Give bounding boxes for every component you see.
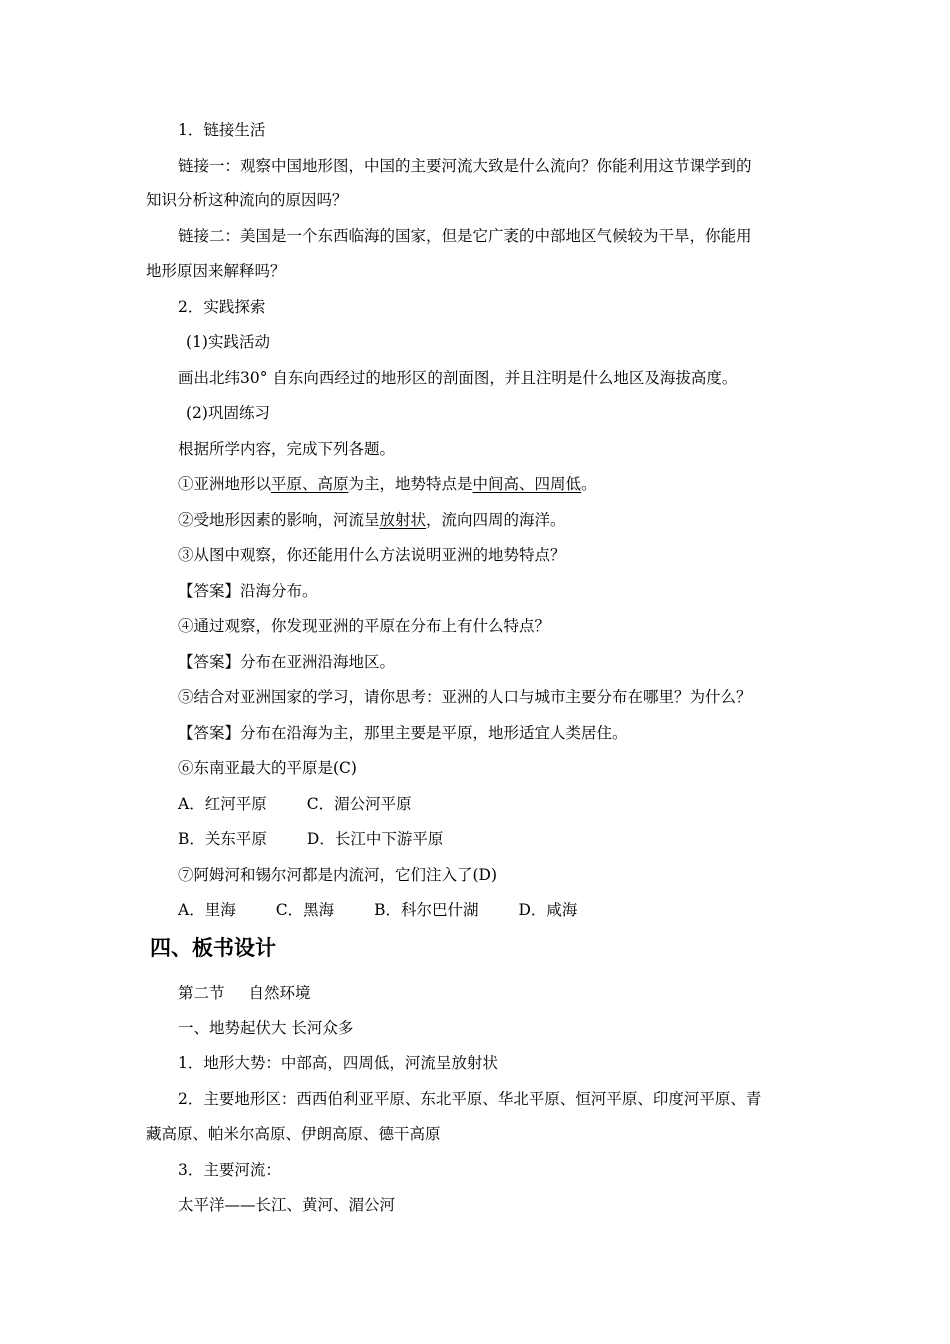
- option-a: A．红河平原: [178, 795, 267, 813]
- question-7: ⑦阿姆河和锡尔河都是内流河，它们注入了(D): [178, 866, 498, 884]
- board-section-title: [178, 982, 311, 1004]
- board-item-3: 3．主要河流：: [178, 1161, 281, 1179]
- question-1: [178, 473, 597, 495]
- link-one-line2: 知识分析这种流向的原因吗？: [146, 191, 348, 209]
- question-1-answer1: 平原、高原: [271, 475, 349, 493]
- practice-intro: 根据所学内容，完成下列各题。: [178, 440, 396, 458]
- question-1-answer2: 中间高、四周低: [472, 475, 582, 493]
- activity-text: 画出北纬30° 自东向西经过的地形区的剖面图，并且注明是什么地区及海拔高度。: [178, 369, 738, 387]
- answer-4: 【答案】分布在亚洲沿海地区。: [178, 653, 396, 671]
- option-d: D．长江中下游平原: [306, 830, 444, 848]
- question-6-options-row1: [178, 793, 412, 815]
- question-6: ⑥东南亚最大的平原是(C): [178, 759, 357, 777]
- option-c: C．湄公河平原: [306, 795, 412, 813]
- board-item-1: 1．地形大势：中部高，四周低，河流呈放射状: [178, 1054, 498, 1072]
- option-d: D．咸海: [518, 901, 578, 919]
- link-one-line1: 链接一：观察中国地形图，中国的主要河流大致是什么流向？你能利用这节课学到的: [178, 157, 752, 175]
- question-4: ④通过观察，你发现亚洲的平原在分布上有什么特点？: [178, 617, 551, 635]
- board-section-name: 自然环境: [248, 984, 311, 1002]
- link-two-line2: 地形原因来解释吗？: [146, 262, 286, 280]
- question-6-options-row2: [178, 828, 443, 850]
- practice-title: (2)巩固练习: [186, 404, 270, 422]
- question-2-part1: ②受地形因素的影响，河流呈: [178, 511, 380, 529]
- question-1-part1: ①亚洲地形以: [178, 475, 272, 493]
- activity-title: (1)实践活动: [186, 333, 270, 351]
- question-1-part2: 为主，地势特点是: [348, 475, 473, 493]
- option-b: B．科尔巴什湖: [374, 901, 479, 919]
- board-item-3-detail: 太平洋——长江、黄河、湄公河: [178, 1196, 396, 1214]
- link-two-line1: 链接二：美国是一个东西临海的国家，但是它广袤的中部地区气候较为干旱，你能用: [178, 227, 752, 245]
- question-5: ⑤结合对亚洲国家的学习，请你思考：亚洲的人口与城市主要分布在哪里？为什么？: [178, 688, 752, 706]
- question-1-part3: 。: [581, 475, 597, 493]
- option-b: B．关东平原: [178, 830, 267, 848]
- question-2-part2: ，流向四周的海洋。: [426, 511, 566, 529]
- board-item-2-line2: 藏高原、帕米尔高原、伊朗高原、德干高原: [146, 1125, 441, 1143]
- section-title-practice: 2．实践探索: [178, 298, 266, 316]
- question-2-answer: 放射状: [379, 511, 427, 529]
- question-3: ③从图中观察，你还能用什么方法说明亚洲的地势特点？: [178, 546, 566, 564]
- answer-5: 【答案】分布在沿海为主，那里主要是平原，地形适宜人类居住。: [178, 724, 628, 742]
- board-topic: 一、地势起伏大 长河众多: [178, 1019, 354, 1037]
- board-section-number: 第二节: [178, 984, 225, 1002]
- question-2: [178, 509, 566, 531]
- board-item-2-line1: 2．主要地形区：西西伯利亚平原、东北平原、华北平原、恒河平原、印度河平原、青: [178, 1090, 762, 1108]
- section-heading-board-design: 四、板书设计: [150, 936, 276, 960]
- answer-3: 【答案】沿海分布。: [178, 582, 318, 600]
- section-title-link-life: 1．链接生活: [178, 121, 266, 139]
- option-a: A．里海: [178, 901, 236, 919]
- option-c: C．黑海: [275, 901, 335, 919]
- question-7-options: [178, 899, 577, 921]
